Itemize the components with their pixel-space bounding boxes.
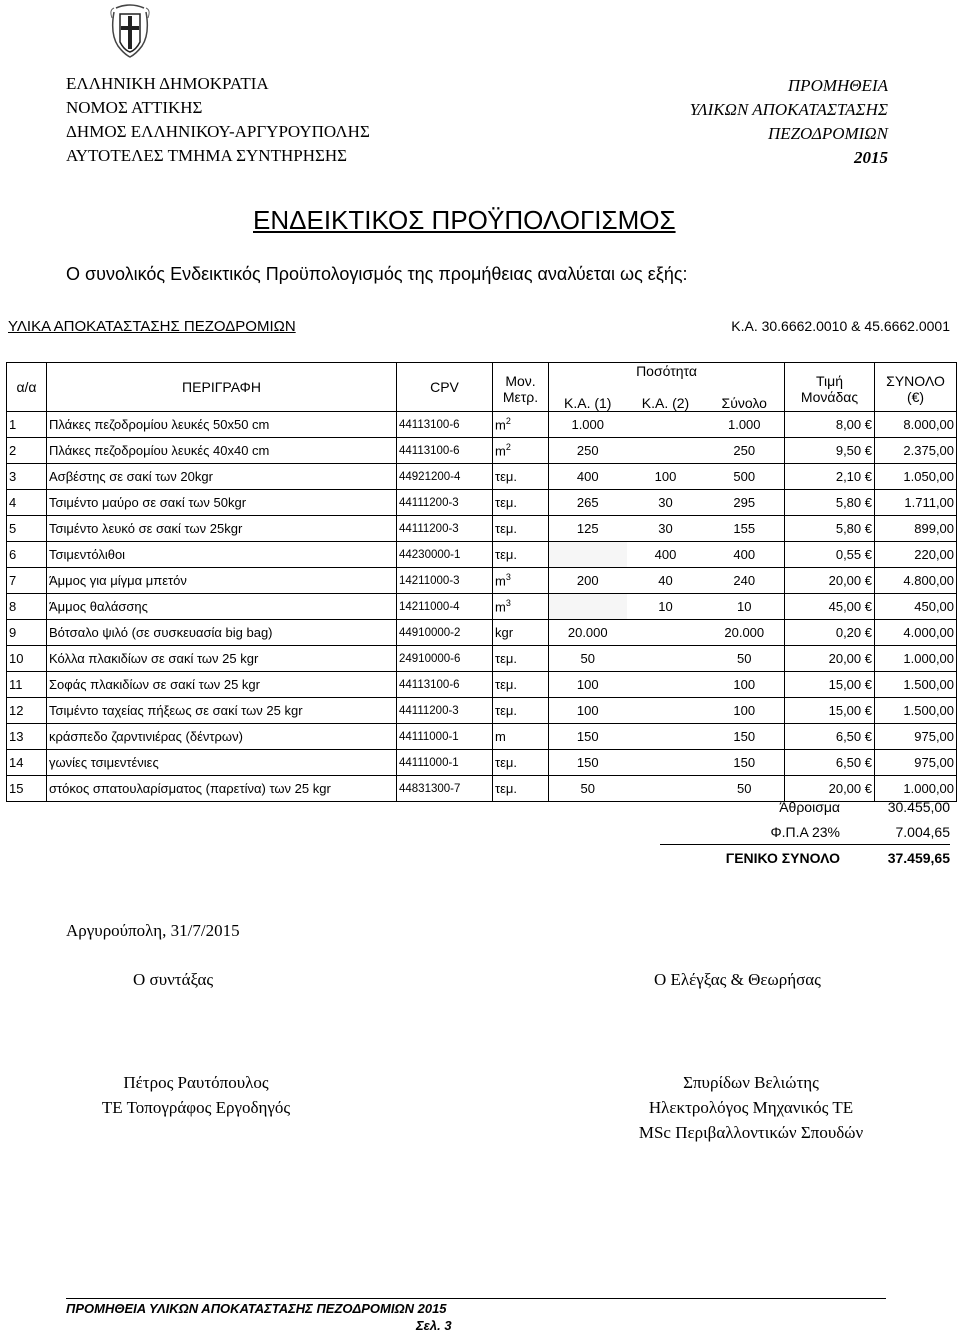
cell-cpv: 44111000-1 bbox=[397, 750, 493, 776]
table-row bbox=[7, 646, 957, 672]
price-value: 2,10 bbox=[835, 469, 862, 484]
authority-line: ΕΛΛΗΝΙΚΗ ΔΗΜΟΚΡΑΤΙΑ bbox=[66, 74, 269, 93]
cell-cpv: 14211000-4 bbox=[397, 594, 493, 620]
euro-sign: € bbox=[864, 495, 873, 510]
budget-table bbox=[6, 362, 957, 802]
cell-unit bbox=[493, 594, 549, 620]
cell-ka1: 50 bbox=[549, 646, 627, 672]
cell-ka1 bbox=[549, 542, 627, 568]
cell-description: Πλάκες πεζοδρομίου λευκές 50x50 cm bbox=[47, 412, 397, 438]
checker-degree: MSc Περιβαλλοντικών Σπουδών bbox=[638, 1123, 864, 1142]
cell-ka2 bbox=[627, 620, 705, 646]
project-title bbox=[690, 74, 888, 170]
cell-sum: 50 bbox=[705, 646, 785, 672]
authority-line: ΝΟΜΟΣ ΑΤΤΙΚΗΣ bbox=[66, 98, 203, 117]
table-row bbox=[7, 464, 957, 490]
cell-sum: 100 bbox=[705, 672, 785, 698]
cell-description: Άμμος θαλάσσης bbox=[47, 594, 397, 620]
preparer-title: ΤΕ Τοπογράφος Εργοδηγός bbox=[101, 1098, 291, 1117]
cell-cpv: 14211000-3 bbox=[397, 568, 493, 594]
cell-ka2 bbox=[627, 698, 705, 724]
unit-text: kgr bbox=[495, 625, 514, 640]
unit-text: m bbox=[495, 573, 506, 589]
header-total-line1: ΣΥΝΟΛΟ bbox=[886, 373, 945, 389]
cell-unit bbox=[493, 620, 549, 646]
table-row bbox=[7, 724, 957, 750]
header-price-line1: Τιμή bbox=[816, 373, 844, 389]
cell-unit bbox=[493, 438, 549, 464]
checker-title: Ηλεκτρολόγος Μηχανικός ΤΕ bbox=[648, 1098, 854, 1117]
unit-text: m bbox=[495, 417, 506, 433]
euro-sign: € bbox=[864, 729, 873, 744]
cell-unit-price bbox=[785, 646, 875, 672]
unit-text: τεμ. bbox=[495, 703, 518, 718]
euro-sign: € bbox=[864, 625, 873, 640]
price-value: 8,00 bbox=[835, 417, 862, 432]
cell-ka1: 150 bbox=[549, 724, 627, 750]
cell-cpv: 44921200-4 bbox=[397, 464, 493, 490]
cell-total: 4.800,00 bbox=[875, 568, 957, 594]
table-row bbox=[7, 516, 957, 542]
greek-emblem-icon bbox=[108, 4, 152, 60]
euro-sign: € bbox=[864, 417, 873, 432]
cell-total: 975,00 bbox=[875, 750, 957, 776]
cell-ka1 bbox=[549, 594, 627, 620]
cell-ka2 bbox=[627, 672, 705, 698]
euro-sign: € bbox=[864, 443, 873, 458]
cell-sum: 20.000 bbox=[705, 620, 785, 646]
cell-description: στόκος σπατουλαρίσματος (παρετίνα) των 25 kgr bbox=[47, 776, 397, 802]
cell-sum: 155 bbox=[705, 516, 785, 542]
unit-text: τεμ. bbox=[495, 651, 518, 666]
price-value: 5,80 bbox=[835, 495, 862, 510]
cell-unit bbox=[493, 646, 549, 672]
euro-sign: € bbox=[864, 599, 873, 614]
page-footer bbox=[66, 1300, 452, 1334]
checker-name: Σπυρίδων Βελιώτης bbox=[683, 1073, 819, 1092]
cell-unit-price bbox=[785, 516, 875, 542]
price-value: 20,00 bbox=[828, 573, 862, 588]
cell-total: 899,00 bbox=[875, 516, 957, 542]
cell-cpv: 44111200-3 bbox=[397, 698, 493, 724]
cell-total: 2.375,00 bbox=[875, 438, 957, 464]
cell-ka2 bbox=[627, 438, 705, 464]
table-row bbox=[7, 542, 957, 568]
cell-ka1: 150 bbox=[549, 750, 627, 776]
cell-ka1: 265 bbox=[549, 490, 627, 516]
cell-sum: 500 bbox=[705, 464, 785, 490]
euro-sign: € bbox=[864, 755, 873, 770]
authority-line: ΑΥΤΟΤΕΛΕΣ ΤΜΗΜΑ ΣΥΝΤΗΡΗΣΗΣ bbox=[66, 146, 348, 165]
cell-ka2 bbox=[627, 750, 705, 776]
cell-description: κράσπεδο ζαρντινιέρας (δέντρων) bbox=[47, 724, 397, 750]
euro-sign: € bbox=[864, 521, 873, 536]
preparer-signature-block bbox=[66, 1070, 326, 1120]
cell-unit bbox=[493, 776, 549, 802]
cell-sum: 1.000 bbox=[705, 412, 785, 438]
cell-ka2 bbox=[627, 646, 705, 672]
euro-sign: € bbox=[864, 547, 873, 562]
intro-text: Ο συνολικός Ενδεικτικός Προϋπολογισμός της προμήθειας αναλύεται ως εξής: bbox=[66, 264, 688, 284]
cell-unit bbox=[493, 568, 549, 594]
cell-ka1: 200 bbox=[549, 568, 627, 594]
section-title: ΥΛΙΚΑ ΑΠΟΚΑΤΑΣΤΑΣΗΣ ΠΕΖΟΔΡΟΜΙΩΝ bbox=[8, 318, 296, 335]
cell-unit-price bbox=[785, 490, 875, 516]
unit-text: τεμ. bbox=[495, 755, 518, 770]
price-value: 15,00 bbox=[828, 677, 862, 692]
checked-by-label: Ο Ελέγξας & Θεωρήσας bbox=[654, 970, 821, 989]
cell-cpv: 44111000-1 bbox=[397, 724, 493, 750]
euro-sign: € bbox=[864, 703, 873, 718]
unit-text: m bbox=[495, 729, 506, 744]
price-value: 0,55 bbox=[835, 547, 862, 562]
cell-cpv: 44113100-6 bbox=[397, 672, 493, 698]
cell-unit bbox=[493, 724, 549, 750]
price-value: 6,50 bbox=[835, 755, 862, 770]
project-line: ΠΕΖΟΔΡΟΜΙΩΝ bbox=[767, 124, 888, 143]
cell-description: Τσιμέντο λευκό σε σακί των 25kgr bbox=[47, 516, 397, 542]
cell-unit-price bbox=[785, 750, 875, 776]
cell-ka2: 400 bbox=[627, 542, 705, 568]
cell-total: 1.050,00 bbox=[875, 464, 957, 490]
cell-ka2: 40 bbox=[627, 568, 705, 594]
issuing-authority bbox=[66, 72, 370, 168]
cell-description: Κόλλα πλακιδίων σε σακί των 25 kgr bbox=[47, 646, 397, 672]
cell-unit-price bbox=[785, 698, 875, 724]
document-title: ΕΝΔΕΙΚΤΙΚΟΣ ΠΡΟΫΠΟΛΟΓΙΣΜΟΣ bbox=[253, 205, 676, 235]
cell-sum: 100 bbox=[705, 698, 785, 724]
cell-cpv: 44111200-3 bbox=[397, 516, 493, 542]
table-row bbox=[7, 594, 957, 620]
price-value: 5,80 bbox=[835, 521, 862, 536]
table-row bbox=[7, 620, 957, 646]
cell-total: 8.000,00 bbox=[875, 412, 957, 438]
cell-description: Τσιμέντο μαύρο σε σακί των 50kgr bbox=[47, 490, 397, 516]
checker-signature-block bbox=[596, 1070, 906, 1145]
cell-aa: 8 bbox=[7, 594, 47, 620]
unit-text: τεμ. bbox=[495, 547, 518, 562]
unit-text: τεμ. bbox=[495, 781, 518, 796]
cell-unit-price bbox=[785, 672, 875, 698]
place-date: Αργυρούπολη, 31/7/2015 bbox=[66, 921, 240, 940]
cell-total: 1.000,00 bbox=[875, 776, 957, 802]
grand-total-label: ΓΕΝΙΚΟ ΣΥΝΟΛΟ bbox=[725, 849, 840, 866]
cell-sum: 250 bbox=[705, 438, 785, 464]
cell-sum: 240 bbox=[705, 568, 785, 594]
cell-ka2: 30 bbox=[627, 490, 705, 516]
cell-total: 1.000,00 bbox=[875, 646, 957, 672]
price-value: 45,00 bbox=[828, 599, 862, 614]
cell-description: Πλάκες πεζοδρομίου λευκές 40x40 cm bbox=[47, 438, 397, 464]
header-unit-line2: Μετρ. bbox=[493, 389, 549, 412]
header-unit bbox=[493, 363, 549, 390]
cell-cpv: 44831300-7 bbox=[397, 776, 493, 802]
cell-sum: 150 bbox=[705, 750, 785, 776]
cell-total: 1.500,00 bbox=[875, 698, 957, 724]
cell-description: Άμμος για μίγμα μπετόν bbox=[47, 568, 397, 594]
cell-unit bbox=[493, 542, 549, 568]
unit-text: τεμ. bbox=[495, 469, 518, 484]
project-line: ΠΡΟΜΗΘΕΙΑ bbox=[787, 76, 888, 95]
cell-sum: 10 bbox=[705, 594, 785, 620]
cell-ka2: 10 bbox=[627, 594, 705, 620]
cell-aa: 4 bbox=[7, 490, 47, 516]
project-year: 2015 bbox=[854, 148, 888, 167]
unit-text: m bbox=[495, 599, 506, 615]
table-row bbox=[7, 438, 957, 464]
cell-sum: 50 bbox=[705, 776, 785, 802]
footer-divider bbox=[66, 1298, 886, 1299]
cell-aa: 9 bbox=[7, 620, 47, 646]
euro-sign: € bbox=[864, 677, 873, 692]
header-cpv: CPV bbox=[397, 363, 493, 412]
cell-ka1: 100 bbox=[549, 672, 627, 698]
cell-total: 1.711,00 bbox=[875, 490, 957, 516]
cell-ka1: 1.000 bbox=[549, 412, 627, 438]
table-row bbox=[7, 698, 957, 724]
cell-ka1: 50 bbox=[549, 776, 627, 802]
cell-aa: 15 bbox=[7, 776, 47, 802]
cell-ka2 bbox=[627, 724, 705, 750]
header-ka1: Κ.Α. (1) bbox=[564, 395, 612, 411]
table-row bbox=[7, 412, 957, 438]
unit-exponent: 3 bbox=[505, 598, 511, 609]
vat-row bbox=[660, 819, 950, 844]
price-value: 20,00 bbox=[828, 651, 862, 666]
unit-text: τεμ. bbox=[495, 677, 518, 692]
header-sum: Σύνολο bbox=[705, 389, 785, 412]
cell-unit-price bbox=[785, 542, 875, 568]
cell-unit bbox=[493, 672, 549, 698]
cell-unit-price bbox=[785, 724, 875, 750]
price-value: 20,00 bbox=[828, 781, 862, 796]
authority-line: ΔΗΜΟΣ ΕΛΛΗΝΙΚΟΥ-ΑΡΓΥΡΟΥΠΟΛΗΣ bbox=[66, 122, 370, 141]
totals-block bbox=[660, 794, 950, 870]
cell-aa: 11 bbox=[7, 672, 47, 698]
unit-text: m bbox=[495, 443, 506, 459]
cell-aa: 6 bbox=[7, 542, 47, 568]
page-number: Σελ. 3 bbox=[416, 1318, 452, 1333]
cell-description: Τσιμεντόλιθοι bbox=[47, 542, 397, 568]
table-row bbox=[7, 750, 957, 776]
table-row bbox=[7, 672, 957, 698]
cell-unit-price bbox=[785, 620, 875, 646]
header-ka2: Κ.Α. (2) bbox=[641, 395, 690, 411]
header-description: ΠΕΡΙΓΡΑΦΗ bbox=[47, 363, 397, 412]
grand-total-row bbox=[660, 844, 950, 870]
unit-exponent: 3 bbox=[505, 572, 511, 583]
subtotal-label: Άθροισμα bbox=[779, 798, 840, 815]
cell-unit bbox=[493, 750, 549, 776]
footer-text: ΠΡΟΜΗΘΕΙΑ ΥΛΙΚΩΝ ΑΠΟΚΑΤΑΣΤΑΣΗΣ ΠΕΖΟΔΡΟΜΙΩΝ 2015 bbox=[66, 1301, 447, 1316]
cell-description: Τσιμέντο ταχείας πήξεως σε σακί των 25 kgr bbox=[47, 698, 397, 724]
price-value: 0,20 bbox=[835, 625, 862, 640]
cell-aa: 2 bbox=[7, 438, 47, 464]
cell-aa: 1 bbox=[7, 412, 47, 438]
cell-unit bbox=[493, 516, 549, 542]
table-row bbox=[7, 490, 957, 516]
euro-sign: € bbox=[864, 469, 873, 484]
cell-description: Ασβέστης σε σακί των 20kgr bbox=[47, 464, 397, 490]
cell-unit-price bbox=[785, 438, 875, 464]
header-quantity: Ποσότητα bbox=[549, 363, 785, 390]
cell-ka2: 30 bbox=[627, 516, 705, 542]
cell-aa: 10 bbox=[7, 646, 47, 672]
cell-total: 1.500,00 bbox=[875, 672, 957, 698]
table-row bbox=[7, 568, 957, 594]
unit-text: τεμ. bbox=[495, 521, 518, 536]
euro-sign: € bbox=[864, 781, 873, 796]
header-aa: α/α bbox=[7, 363, 47, 412]
cell-unit-price bbox=[785, 412, 875, 438]
cell-unit bbox=[493, 464, 549, 490]
cell-ka1: 250 bbox=[549, 438, 627, 464]
cell-unit-price bbox=[785, 568, 875, 594]
cell-cpv: 44113100-6 bbox=[397, 412, 493, 438]
cell-aa: 13 bbox=[7, 724, 47, 750]
project-line: ΥΛΙΚΩΝ ΑΠΟΚΑΤΑΣΤΑΣΗΣ bbox=[689, 100, 888, 119]
cell-unit bbox=[493, 490, 549, 516]
price-value: 6,50 bbox=[835, 729, 862, 744]
cell-ka2 bbox=[627, 412, 705, 438]
cell-description: γωνίες τσιμεντένιες bbox=[47, 750, 397, 776]
cell-unit bbox=[493, 412, 549, 438]
cell-unit bbox=[493, 698, 549, 724]
cell-cpv: 24910000-6 bbox=[397, 646, 493, 672]
cell-ka1: 125 bbox=[549, 516, 627, 542]
cell-aa: 3 bbox=[7, 464, 47, 490]
cell-total: 975,00 bbox=[875, 724, 957, 750]
cell-total: 220,00 bbox=[875, 542, 957, 568]
grand-total-value: 37.459,65 bbox=[887, 849, 950, 866]
cell-sum: 150 bbox=[705, 724, 785, 750]
cell-unit-price bbox=[785, 464, 875, 490]
header-total-line2: (€) bbox=[875, 389, 957, 412]
subtotal-row bbox=[660, 794, 950, 819]
cell-aa: 12 bbox=[7, 698, 47, 724]
cell-aa: 5 bbox=[7, 516, 47, 542]
cell-total: 4.000,00 bbox=[875, 620, 957, 646]
cell-ka2: 100 bbox=[627, 464, 705, 490]
cell-ka1: 20.000 bbox=[549, 620, 627, 646]
euro-sign: € bbox=[864, 651, 873, 666]
prepared-by-label: Ο συντάξας bbox=[133, 970, 214, 989]
header-unit-line1: Μον. bbox=[505, 373, 536, 389]
euro-sign: € bbox=[864, 573, 873, 588]
budget-code: Κ.Α. 30.6662.0010 & 45.6662.0001 bbox=[731, 318, 950, 334]
cell-cpv: 44230000-1 bbox=[397, 542, 493, 568]
vat-label: Φ.Π.Α 23% bbox=[770, 823, 840, 840]
subtotal-value: 30.455,00 bbox=[887, 798, 950, 815]
cell-ka1: 400 bbox=[549, 464, 627, 490]
vat-value: 7.004,65 bbox=[895, 823, 950, 840]
cell-ka1: 100 bbox=[549, 698, 627, 724]
cell-total: 450,00 bbox=[875, 594, 957, 620]
cell-description: Βότσαλο ψιλό (σε συσκευασία big bag) bbox=[47, 620, 397, 646]
price-value: 9,50 bbox=[835, 443, 862, 458]
cell-aa: 14 bbox=[7, 750, 47, 776]
header-price-line2: Μονάδας bbox=[785, 389, 875, 412]
cell-description: Σοφάς πλακιδίων σε σακί των 25 kgr bbox=[47, 672, 397, 698]
cell-unit-price bbox=[785, 594, 875, 620]
cell-sum: 295 bbox=[705, 490, 785, 516]
cell-cpv: 44111200-3 bbox=[397, 490, 493, 516]
unit-text: τεμ. bbox=[495, 495, 518, 510]
cell-cpv: 44113100-6 bbox=[397, 438, 493, 464]
unit-exponent: 2 bbox=[505, 442, 511, 453]
preparer-name: Πέτρος Ραυτόπουλος bbox=[123, 1073, 269, 1092]
price-value: 15,00 bbox=[828, 703, 862, 718]
header-unit-price bbox=[785, 363, 875, 390]
cell-sum: 400 bbox=[705, 542, 785, 568]
cell-cpv: 44910000-2 bbox=[397, 620, 493, 646]
header-total bbox=[875, 363, 957, 390]
cell-aa: 7 bbox=[7, 568, 47, 594]
unit-exponent: 2 bbox=[505, 416, 511, 427]
